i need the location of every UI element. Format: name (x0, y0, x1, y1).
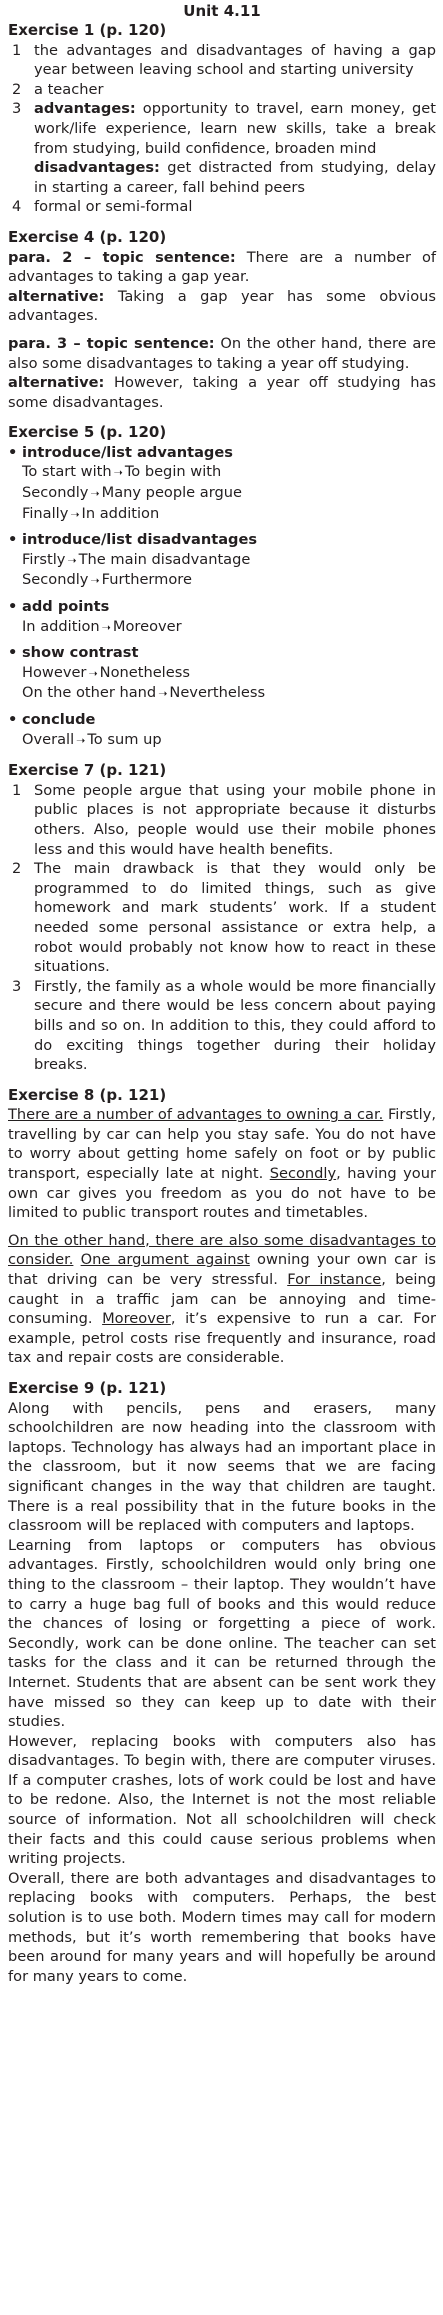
group-title: show contrast (22, 644, 139, 662)
alternative-label: alternative: (8, 374, 105, 392)
replacement-phrase: The main disadvantage (78, 550, 251, 568)
replacement-line (22, 483, 436, 504)
exercise-8 (8, 1086, 436, 1368)
replacement-line (22, 730, 436, 751)
bullet-icon: • (8, 531, 18, 549)
item-number: 2 (12, 860, 22, 878)
alternative-text: Taking a gap year has some obvious advantages. (8, 287, 436, 325)
paragraph-text: Firstly, travelling by car can help you stay safe. You do not have to worry about getting home safely on foot or by public transport, especially late at night. (8, 1106, 436, 1183)
paragraph-text: , being caught in a traffic jam can be annoying and time-consuming. (8, 1271, 436, 1328)
bullet-group (8, 443, 436, 524)
item-text: formal or semi-formal (34, 198, 193, 216)
underlined-phrase: On the other hand, there are also some disadvantages to consider. (8, 1231, 436, 1269)
original-phrase: Overall (22, 730, 75, 748)
list-item (8, 197, 436, 217)
bullet-icon: • (8, 711, 18, 728)
underlined-phrase: There are a number of advantages to owning a car. (8, 1106, 384, 1124)
exercise-8-heading: Exercise 8 (p. 121) (8, 1085, 167, 1104)
original-phrase: Secondly (22, 571, 89, 589)
item-text: The main drawback is that they would only be programmed to do limited things, such as give homework and mark students’ work. If a student needed some personal assistance or extra help, a robot would probably not know how to react in these situations. (34, 860, 436, 976)
replacement-phrase: Nevertheless (169, 684, 266, 702)
arrow-icon: ➝ (158, 687, 168, 701)
exercise-4-heading: Exercise 4 (p. 120) (8, 227, 167, 246)
arrow-icon: ➝ (88, 666, 98, 680)
arrow-icon: ➝ (76, 733, 86, 747)
paragraph-text: , having your own car gives you freedom as you do not have to be limited to public transport routes and timetables. (8, 1165, 436, 1222)
paragraph: Along with pencils, pens and erasers, many schoolchildren are now heading into the classroom with laptops. Technology has always had an important place in the classroom, but it now seems that we are facing significant changes in the way that children are taught. There is a real possibility that in the future books in the classroom will be replaced with computers and laptops. (8, 1399, 436, 1535)
exercise-1 (8, 21, 436, 217)
group-title: add points (22, 598, 110, 616)
paragraph-2-topic (8, 248, 436, 287)
item-number: 1 (12, 781, 22, 799)
arrow-icon: ➝ (67, 553, 77, 567)
replacement-line (22, 663, 436, 684)
replacement-phrase: Moreover (112, 617, 182, 635)
bullet-group (8, 597, 436, 637)
exercise-1-heading: Exercise 1 (p. 120) (8, 21, 167, 39)
replacement-phrase: Many people argue (101, 484, 242, 502)
item-number: 1 (12, 41, 22, 59)
exercise-5 (8, 423, 436, 750)
replacement-line (22, 570, 436, 591)
exercise-7 (8, 761, 436, 1075)
paragraph-text: , it’s expensive to run a car. For example, petrol costs rise frequently and insurance, road tax and repair costs are considerable. (8, 1310, 436, 1367)
original-phrase: To start with (22, 463, 112, 481)
original-phrase: However (22, 663, 87, 681)
exercise-5-heading: Exercise 5 (p. 120) (8, 423, 167, 442)
para-3-text: On the other hand, there are also some disadvantages to taking a year off studying. (8, 334, 437, 372)
item-text: the advantages and disadvantages of having a gap year between leaving school and starting university (34, 41, 436, 79)
underlined-phrase: For instance (287, 1271, 382, 1289)
paragraph-text: owning your own car is that driving can be very stressful. (8, 1251, 436, 1289)
unit-title: Unit 4.11 (183, 2, 261, 20)
exercise-9 (8, 1379, 436, 1986)
list-item (8, 80, 436, 100)
replacement-phrase: Furthermore (101, 571, 192, 589)
paragraph-3-topic (8, 334, 436, 373)
group-title: introduce/list disadvantages (22, 531, 258, 549)
original-phrase: Finally (22, 504, 69, 522)
replacement-phrase: In addition (81, 504, 160, 522)
replacement-phrase: Nonetheless (99, 663, 190, 681)
para-2-text: There are a number of advantages to taking a gap year. (8, 248, 437, 286)
arrow-icon: ➝ (90, 487, 100, 501)
list-item (8, 41, 436, 80)
underlined-phrase: Moreover (102, 1310, 171, 1328)
arrow-icon: ➝ (101, 620, 111, 634)
exercise-4 (8, 228, 436, 412)
replacement-line (22, 550, 436, 571)
item-number: 3 (12, 977, 22, 995)
bullet-group (8, 530, 436, 591)
original-phrase: In addition (22, 617, 100, 635)
paragraph-text (73, 1251, 80, 1268)
bullet-group (8, 710, 436, 750)
paragraph-3-alternative (8, 373, 436, 412)
para-3-label: para. 3 – topic sentence: (8, 334, 215, 352)
item-text: a teacher (34, 80, 104, 98)
paragraph: Overall, there are both advantages and disadvantages to replacing books with computers. Perhaps, the best solution is to use both. Modern times may call for modern methods, but it’s worth remembering that books have been around for many years and will hopefully be around for many years to come. (8, 1869, 436, 1985)
list-item (8, 99, 436, 197)
original-phrase: Firstly (22, 550, 66, 568)
bullet-icon: • (8, 644, 18, 662)
item-number: 2 (12, 80, 22, 98)
bullet-icon: • (8, 443, 18, 461)
item-text (34, 99, 436, 197)
list-item (8, 781, 436, 859)
disadvantages-text: get distracted from studying, delay in starting a career, fall behind peers (34, 159, 436, 196)
list-item (8, 859, 436, 977)
arrow-icon: ➝ (90, 574, 100, 588)
advantages-label: advantages: (34, 100, 136, 118)
paragraph (8, 1231, 436, 1368)
disadvantages-label: disadvantages: (34, 159, 160, 177)
replacement-line (22, 504, 436, 525)
original-phrase: Secondly (22, 484, 89, 502)
replacement-line (22, 617, 436, 638)
item-number: 4 (12, 198, 22, 216)
arrow-icon: ➝ (70, 507, 80, 521)
group-title: conclude (22, 711, 96, 728)
arrow-icon: ➝ (113, 466, 123, 480)
alternative-text: However, taking a year off studying has some disadvantages. (8, 374, 436, 411)
bullet-group (8, 643, 436, 704)
exercise-7-heading: Exercise 7 (p. 121) (8, 761, 167, 780)
paragraph: However, replacing books with computers also has disadvantages. To begin with, there are computer viruses. If a computer crashes, lots of work could be lost and have to be redone. Also, the Internet is not the most reliable source of information. Not all schoolchildren will check their facts and this could cause serious problems when writing projects. (8, 1732, 436, 1868)
para-2-label: para. 2 – topic sentence: (8, 248, 236, 266)
exercise-9-heading: Exercise 9 (p. 121) (8, 1379, 167, 1397)
replacement-line (22, 462, 436, 483)
alternative-label: alternative: (8, 287, 105, 305)
list-item (8, 977, 436, 1075)
bullet-icon: • (8, 598, 18, 616)
paragraph-2-alternative (8, 287, 436, 326)
underlined-phrase: Secondly (269, 1165, 337, 1183)
advantages-text: opportunity to travel, earn money, get work/life experience, learn new skills, take a break from studying, build confidence, broaden mind (34, 100, 436, 157)
paragraph (8, 1105, 436, 1223)
item-text: Firstly, the family as a whole would be more financially secure and there would be less concern about paying bills and so on. In addition to this, they could afford to do exciting things together during their holiday breaks. (34, 977, 436, 1074)
paragraph: Learning from laptops or computers has obvious advantages. Firstly, schoolchildren would only bring one thing to the classroom – their laptop. They wouldn’t have to carry a huge bag full of books and this would reduce the chances of losing or forgetting a piece of work. Secondly, work can be done online. The teacher can set tasks for the class and it can be returned through the Internet. Students that are absent can be sent work they have missed so they can keep up to date with their studies. (8, 1536, 436, 1731)
replacement-phrase: To sum up (87, 730, 162, 748)
group-title: introduce/list advantages (22, 443, 233, 461)
item-number: 3 (12, 100, 22, 118)
replacement-phrase: To begin with (124, 463, 222, 481)
item-text: Some people argue that using your mobile phone in public places is not appropriate because it disturbs others. Also, people would use their mobile phones less and this would have health benefits. (34, 781, 436, 858)
replacement-line (22, 683, 436, 704)
underlined-phrase: One argument against (80, 1251, 250, 1269)
original-phrase: On the other hand (22, 684, 157, 702)
